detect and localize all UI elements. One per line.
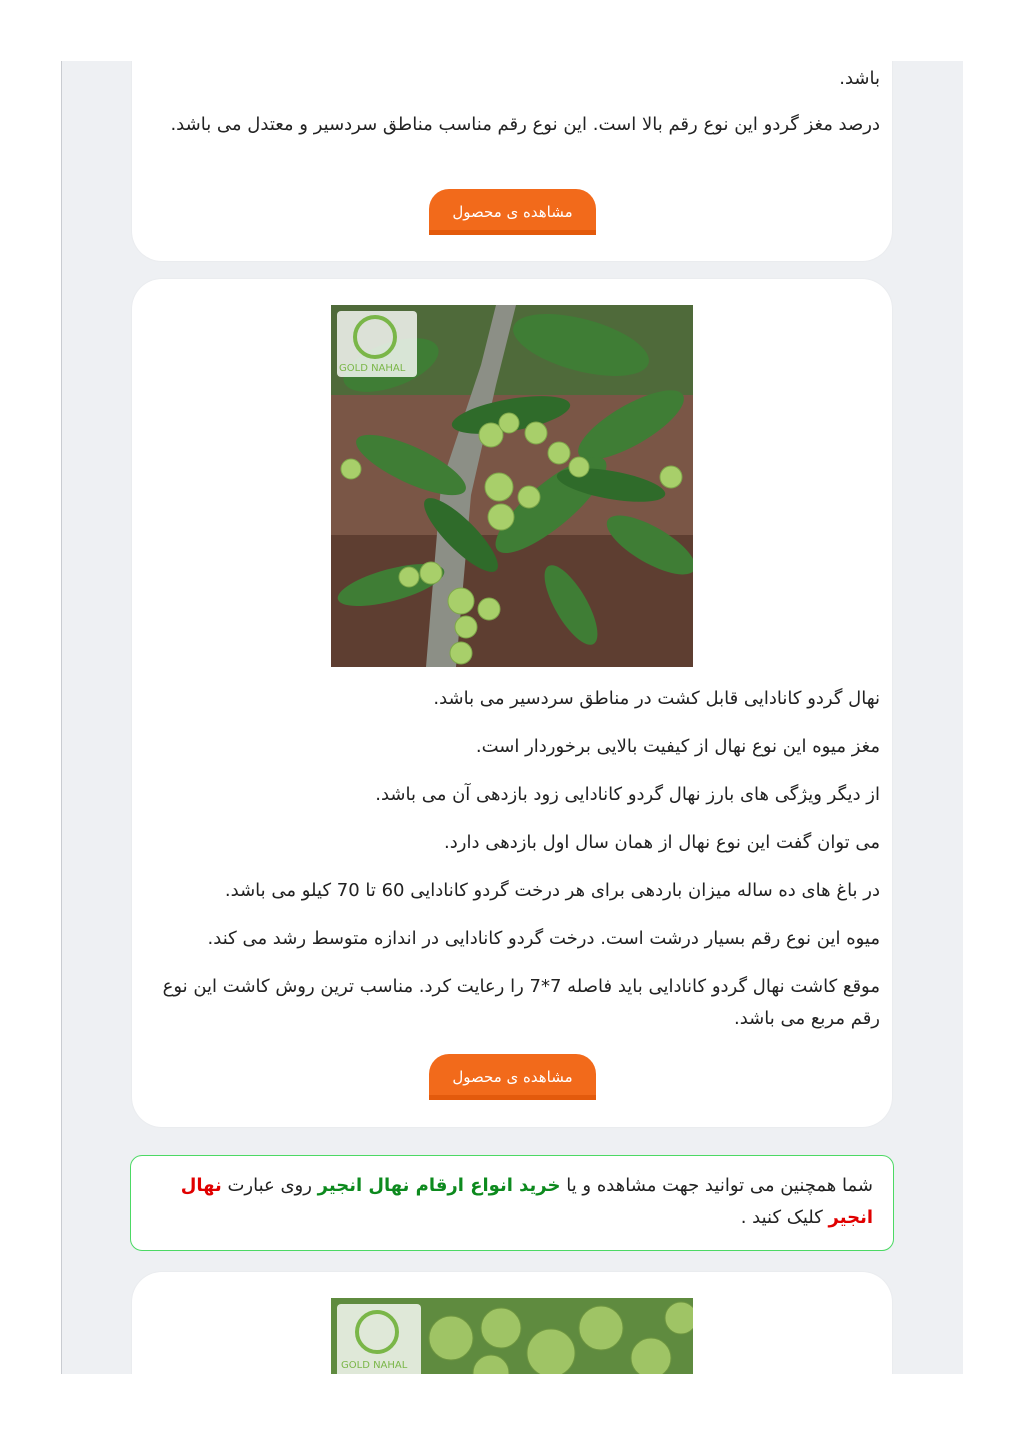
card1-paragraph: درصد مغز گردو این نوع رقم بالا است. این نوع رقم مناسب مناطق سردسیر و معتدل می باشد. xyxy=(170,114,880,135)
fig-sapling-link[interactable]: نهال انجیر xyxy=(180,1175,873,1228)
card1-line-top: باشد. xyxy=(839,68,880,89)
card2-paragraph-3: از دیگر ویژگی های بارز نهال گردو کانادایی زود بازدهی آن می باشد. xyxy=(375,784,880,805)
card2-paragraph-6: میوه این نوع رقم بسیار درشت است. درخت گردو کانادایی در اندازه متوسط رشد می کند. xyxy=(207,928,880,949)
walnut-fruit-illustration xyxy=(331,1298,693,1374)
card2-paragraph-1: نهال گردو کانادایی قابل کشت در مناطق سردسیر می باشد. xyxy=(433,688,880,709)
walnut-fruit-image[interactable] xyxy=(331,1298,693,1374)
product-card-3 xyxy=(132,1272,892,1374)
product-card-2 xyxy=(132,279,892,1127)
fig-sapling-notice xyxy=(130,1155,894,1251)
view-product-button[interactable]: مشاهده ی محصول xyxy=(429,1054,596,1100)
card2-paragraph-7: موقع کاشت نهال گردو کانادایی باید فاصله 7*7 را رعایت کرد. مناسب ترین روش کاشت این نوع رقم مربع می باشد. xyxy=(162,976,880,1029)
card2-paragraph-4: می توان گفت این نوع نهال از همان سال اول بازدهی دارد. xyxy=(444,832,880,853)
gold-nahal-logo: GOLD NAHAL xyxy=(339,363,406,374)
page-background xyxy=(61,61,963,1374)
walnut-tree-image[interactable] xyxy=(331,305,693,667)
view-product-button[interactable]: مشاهده ی محصول xyxy=(429,189,596,235)
walnut-tree-illustration xyxy=(331,305,693,667)
notice-text-before: شما همچنین می توانید جهت مشاهده و یا xyxy=(560,1175,873,1196)
notice-text-middle: روی عبارت xyxy=(221,1175,318,1196)
gold-nahal-logo: GOLD NAHAL xyxy=(341,1360,408,1371)
card2-paragraph-2: مغز میوه این نوع نهال از کیفیت بالایی برخوردار است. xyxy=(475,736,880,757)
product-card-1 xyxy=(132,61,892,261)
notice-text xyxy=(143,1170,873,1234)
notice-text-after: کلیک کنید . xyxy=(740,1207,829,1228)
buy-fig-varieties-link[interactable]: خرید انواع ارقام نهال انجیر xyxy=(317,1175,561,1196)
card2-paragraph-5: در باغ های ده ساله میزان باردهی برای هر درخت گردو کانادایی 60 تا 70 کیلو می باشد. xyxy=(224,880,880,901)
